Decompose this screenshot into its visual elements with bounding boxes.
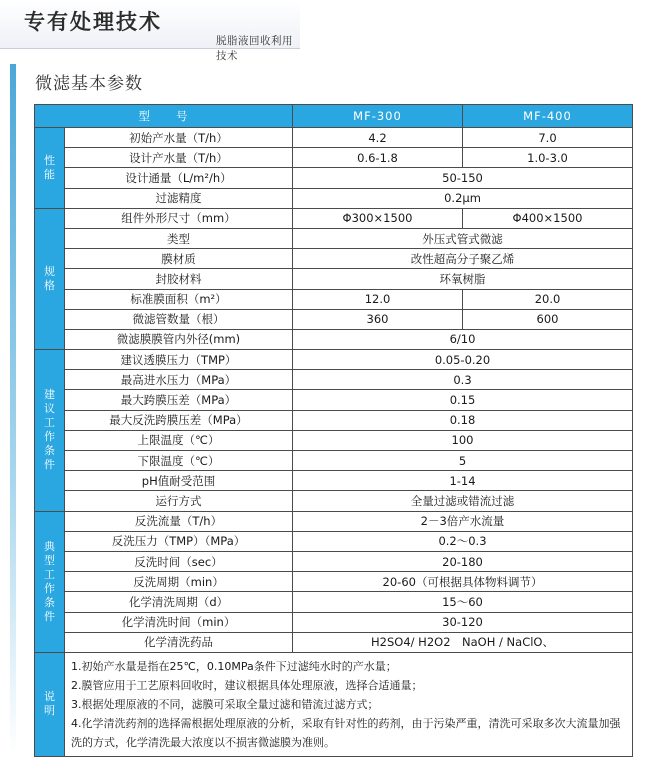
table-row (35, 632, 633, 652)
table-row (35, 471, 633, 491)
row-value: 0.3 (293, 370, 633, 390)
row-value: 6/10 (293, 329, 633, 349)
row-value: 2－3倍产水流量 (293, 511, 633, 531)
row-label: 建议透膜压力（TMP） (65, 350, 293, 370)
row-value: 30-120 (293, 612, 633, 632)
section-heading: 微滤基本参数 (35, 74, 143, 94)
notes-cell (65, 652, 633, 756)
row-value: 7.0 (463, 128, 633, 148)
row-value: 20-60（可根据具体物料调节） (293, 572, 633, 592)
notes-row (35, 652, 633, 756)
note-line: 2.膜管应用于工艺原料回收时，建议根据具体处理原液，选择合适通量； (71, 678, 423, 692)
row-label: pH值耐受范围 (65, 471, 293, 491)
row-value: 全量过滤或错流过滤 (293, 491, 633, 511)
table-row (35, 451, 633, 471)
table-row (35, 329, 633, 349)
note-line: 4.化学清洗药剂的选择需根据处理原液的分析，采取有针对性的药剂，由于污染严重，清洗可采取多次大流量加强洗的方式，化学清洗最大浓度以不损害微滤膜为准则。 (71, 716, 621, 749)
row-value: 12.0 (293, 289, 463, 309)
row-label: 最大反洗跨膜压差（MPa） (65, 410, 293, 430)
row-value: Φ300×1500 (293, 208, 463, 228)
group-label-performance: 性能 (35, 128, 65, 209)
row-value: 20.0 (463, 289, 633, 309)
row-label: 微滤膜膜管内外径(mm) (65, 329, 293, 349)
row-value: 1-14 (293, 471, 633, 491)
page-title: 专有处理技术 (24, 10, 162, 34)
row-label: 膜材质 (65, 249, 293, 269)
row-label: 过滤精度 (65, 188, 293, 208)
model-header: MF-400 (463, 105, 633, 128)
table-row (35, 511, 633, 531)
type-header: 型 号 (35, 105, 293, 128)
page-subtitle: 脱脂液回收利用技术 (216, 35, 293, 62)
table-row (35, 148, 633, 168)
row-label: 组件外形尺寸（mm） (65, 208, 293, 228)
table-row (35, 309, 633, 329)
row-value: Φ400×1500 (463, 208, 633, 228)
row-value: 100 (293, 430, 633, 450)
table-row (35, 128, 633, 148)
row-label: 运行方式 (65, 491, 293, 511)
row-value: 50-150 (293, 168, 633, 188)
group-label-recommended: 建议工作条件 (35, 350, 65, 512)
row-label: 化学清洗时间（min） (65, 612, 293, 632)
row-label: 反洗时间（sec） (65, 551, 293, 571)
row-label: 微滤管数量（根） (65, 309, 293, 329)
row-label: 化学清洗周期（d） (65, 592, 293, 612)
table-row (35, 269, 633, 289)
note-line: 3.根据处理原液的不同，滤膜可采取全量过滤和错流过滤方式； (71, 697, 379, 711)
table-row (35, 390, 633, 410)
table-row (35, 491, 633, 511)
table-row (35, 410, 633, 430)
table-row (35, 592, 633, 612)
table-row (35, 249, 633, 269)
row-label: 类型 (65, 228, 293, 248)
table-row (35, 289, 633, 309)
row-label: 最高进水压力（MPa） (65, 370, 293, 390)
table-row (35, 531, 633, 551)
table-row (35, 370, 633, 390)
note-line: 1.初始产水量是指在25℃，0.10MPa条件下过滤纯水时的产水量； (71, 659, 397, 673)
table-header-row (35, 105, 633, 128)
group-label-spec: 规格 (35, 208, 65, 349)
table-row (35, 188, 633, 208)
group-label-notes: 说明 (35, 652, 65, 756)
row-label: 最大跨膜压差（MPa） (65, 390, 293, 410)
row-value: 环氧树脂 (293, 269, 633, 289)
table-row (35, 430, 633, 450)
table-row (35, 612, 633, 632)
row-value: 360 (293, 309, 463, 329)
row-value: 20-180 (293, 551, 633, 571)
model-header: MF-300 (293, 105, 463, 128)
row-label: 上限温度（℃） (65, 430, 293, 450)
row-value: 外压式管式微滤 (293, 228, 633, 248)
row-value: 0.6-1.8 (293, 148, 463, 168)
row-value: H2SO4/ H2O2 NaOH / NaClO、 (293, 632, 633, 652)
table-row (35, 350, 633, 370)
group-label-typical: 典型工作条件 (35, 511, 65, 652)
row-label: 封胶材料 (65, 269, 293, 289)
table-row (35, 572, 633, 592)
table-row (35, 168, 633, 188)
row-label: 初始产水量（T/h） (65, 128, 293, 148)
row-label: 反洗压力（TMP）（MPa） (65, 531, 293, 551)
row-label: 反洗流量（T/h） (65, 511, 293, 531)
table-row (35, 208, 633, 228)
header-band (0, 0, 300, 62)
row-label: 化学清洗药品 (65, 632, 293, 652)
table-row (35, 228, 633, 248)
row-value: 0.15 (293, 390, 633, 410)
row-label: 反洗周期（min） (65, 572, 293, 592)
row-label: 下限温度（℃） (65, 451, 293, 471)
row-value: 0.2～0.3 (293, 531, 633, 551)
row-value: 4.2 (293, 128, 463, 148)
row-label: 标准膜面积（m²） (65, 289, 293, 309)
row-value: 0.2μm (293, 188, 633, 208)
row-label: 设计产水量（T/h） (65, 148, 293, 168)
row-value: 0.05-0.20 (293, 350, 633, 370)
spec-table (34, 104, 633, 757)
row-value: 5 (293, 451, 633, 471)
table-row (35, 551, 633, 571)
row-value: 0.18 (293, 410, 633, 430)
row-label: 设计通量（L/m²/h） (65, 168, 293, 188)
decorative-stripe (10, 64, 16, 754)
row-value: 改性超高分子聚乙烯 (293, 249, 633, 269)
row-value: 15～60 (293, 592, 633, 612)
row-value: 1.0-3.0 (463, 148, 633, 168)
row-value: 600 (463, 309, 633, 329)
